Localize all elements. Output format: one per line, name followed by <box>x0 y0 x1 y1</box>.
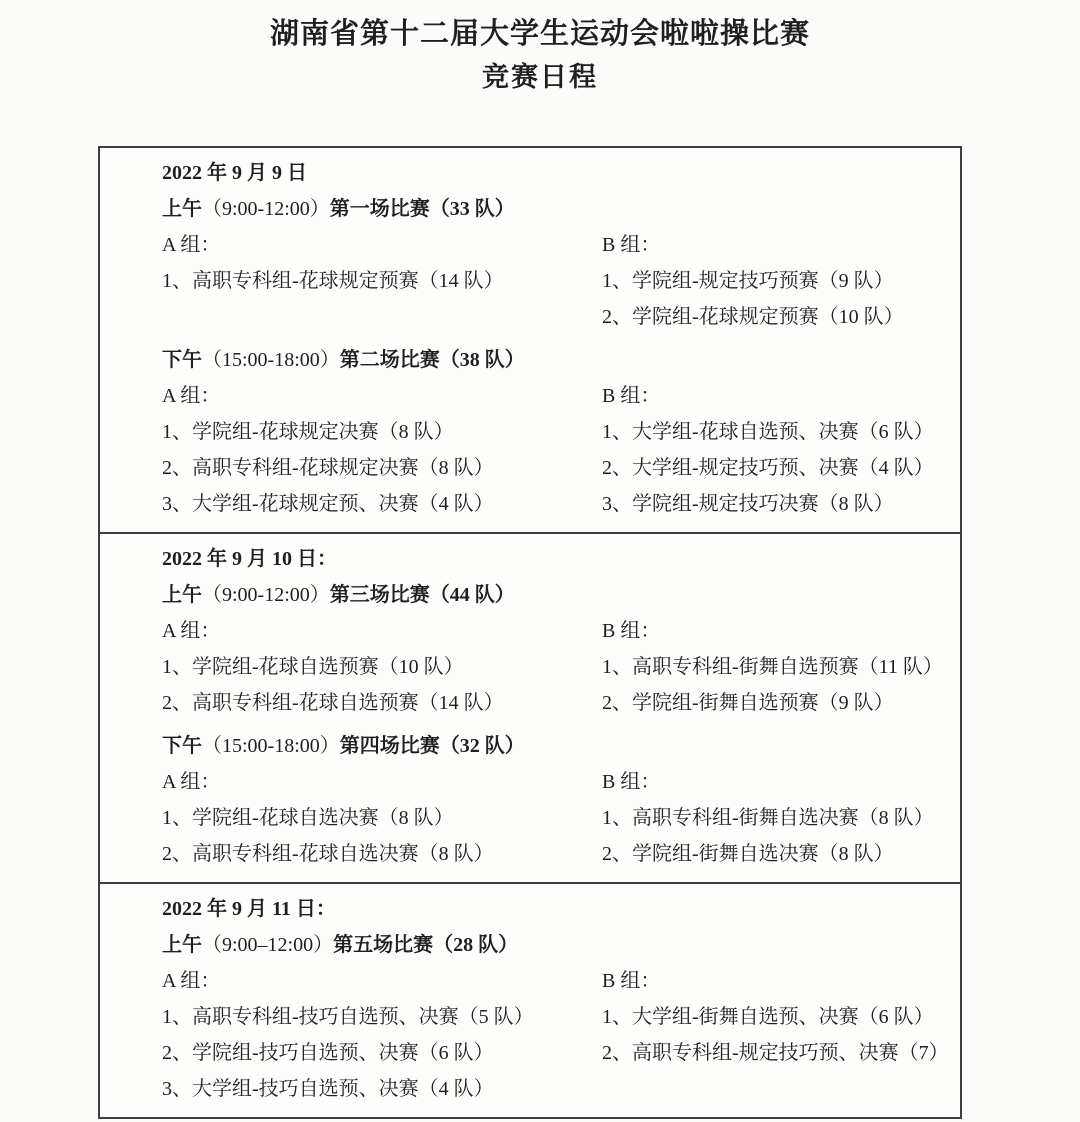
session-morning <box>162 577 960 721</box>
group-b-label: B 组： <box>602 620 661 642</box>
session-groups <box>162 227 960 335</box>
event-item: 1、学院组-花球自选决赛（8 队） <box>162 807 454 829</box>
time-range: （9:00-12:00） <box>202 584 330 606</box>
page-title: 湖南省第十二届大学生运动会啦啦操比赛 <box>269 18 810 50</box>
schedule-table <box>98 146 962 1119</box>
event-item: 2、大学组-规定技巧预、决赛（4 队） <box>602 457 934 479</box>
session-header <box>162 191 960 227</box>
group-a-label: A 组： <box>162 385 221 407</box>
period-label: 上午 <box>162 934 202 956</box>
period-label: 上午 <box>162 584 202 606</box>
event-item: 1、大学组-街舞自选预、决赛（6 队） <box>602 1006 934 1028</box>
event-item: 2、学院组-技巧自选预、决赛（6 队） <box>162 1042 494 1064</box>
session-header <box>162 342 960 378</box>
event-item: 3、大学组-技巧自选预、决赛（4 队） <box>162 1078 494 1100</box>
group-b-label: B 组： <box>602 234 661 256</box>
document-header <box>0 14 1080 96</box>
event-item: 2、高职专科组-花球自选预赛（14 队） <box>162 692 504 714</box>
event-item: 1、大学组-花球自选预、决赛（6 队） <box>602 421 934 443</box>
page-subtitle: 竞赛日程 <box>482 62 598 92</box>
session-morning <box>162 927 960 1107</box>
group-a-label: A 组： <box>162 970 221 992</box>
session-title: 第二场比赛（38 队） <box>339 349 525 371</box>
session-groups <box>162 613 960 721</box>
session-groups <box>162 378 960 522</box>
time-range: （9:00-12:00） <box>202 198 330 220</box>
session-title: 第五场比赛（28 队） <box>333 934 519 956</box>
date-label: 2022 年 9 月 10 日： <box>162 548 337 570</box>
time-range: （15:00-18:00） <box>202 735 340 757</box>
empty-cell <box>602 1071 960 1107</box>
group-b-label: B 组： <box>602 771 661 793</box>
day-section-sep10 <box>100 534 960 884</box>
group-b-label: B 组： <box>602 970 661 992</box>
session-morning <box>162 191 960 335</box>
group-a-label: A 组： <box>162 234 221 256</box>
day-section-sep9 <box>100 148 960 534</box>
period-label: 下午 <box>162 735 202 757</box>
session-title: 第三场比赛（44 队） <box>329 584 515 606</box>
event-item: 2、学院组-街舞自选预赛（9 队） <box>602 692 894 714</box>
event-item: 1、高职专科组-技巧自选预、决赛（5 队） <box>162 1006 534 1028</box>
group-a-label: A 组： <box>162 771 221 793</box>
event-item: 1、高职专科组-街舞自选预赛（11 队） <box>602 656 943 678</box>
event-item: 2、高职专科组-花球规定决赛（8 队） <box>162 457 494 479</box>
group-a-label: A 组： <box>162 620 221 642</box>
event-item: 2、学院组-花球规定预赛（10 队） <box>602 306 904 328</box>
session-groups <box>162 764 960 872</box>
session-groups <box>162 963 960 1107</box>
session-title: 第四场比赛（32 队） <box>339 735 525 757</box>
period-label: 上午 <box>162 198 202 220</box>
event-item: 2、高职专科组-花球自选决赛（8 队） <box>162 843 494 865</box>
session-header <box>162 728 960 764</box>
event-item: 1、高职专科组-街舞自选决赛（8 队） <box>602 807 934 829</box>
session-header <box>162 927 960 963</box>
day-section-sep11 <box>100 884 960 1117</box>
event-item: 3、学院组-规定技巧决赛（8 队） <box>602 493 894 515</box>
event-item: 2、学院组-街舞自选决赛（8 队） <box>602 843 894 865</box>
event-item: 1、学院组-规定技巧预赛（9 队） <box>602 270 894 292</box>
group-b-label: B 组： <box>602 385 661 407</box>
date-label: 2022 年 9 月 11 日： <box>162 898 336 920</box>
session-title: 第一场比赛（33 队） <box>329 198 515 220</box>
event-item: 2、高职专科组-规定技巧预、决赛（7） <box>602 1042 949 1064</box>
session-afternoon <box>162 342 960 522</box>
period-label: 下午 <box>162 349 202 371</box>
time-range: （15:00-18:00） <box>202 349 340 371</box>
session-header <box>162 577 960 613</box>
event-item: 1、学院组-花球自选预赛（10 队） <box>162 656 464 678</box>
empty-cell <box>162 299 602 335</box>
time-range: （9:00–12:00） <box>202 934 334 956</box>
date-label: 2022 年 9 月 9 日 <box>162 162 307 184</box>
event-item: 1、高职专科组-花球规定预赛（14 队） <box>162 270 504 292</box>
session-afternoon <box>162 728 960 872</box>
event-item: 1、学院组-花球规定决赛（8 队） <box>162 421 454 443</box>
event-item: 3、大学组-花球规定预、决赛（4 队） <box>162 493 494 515</box>
